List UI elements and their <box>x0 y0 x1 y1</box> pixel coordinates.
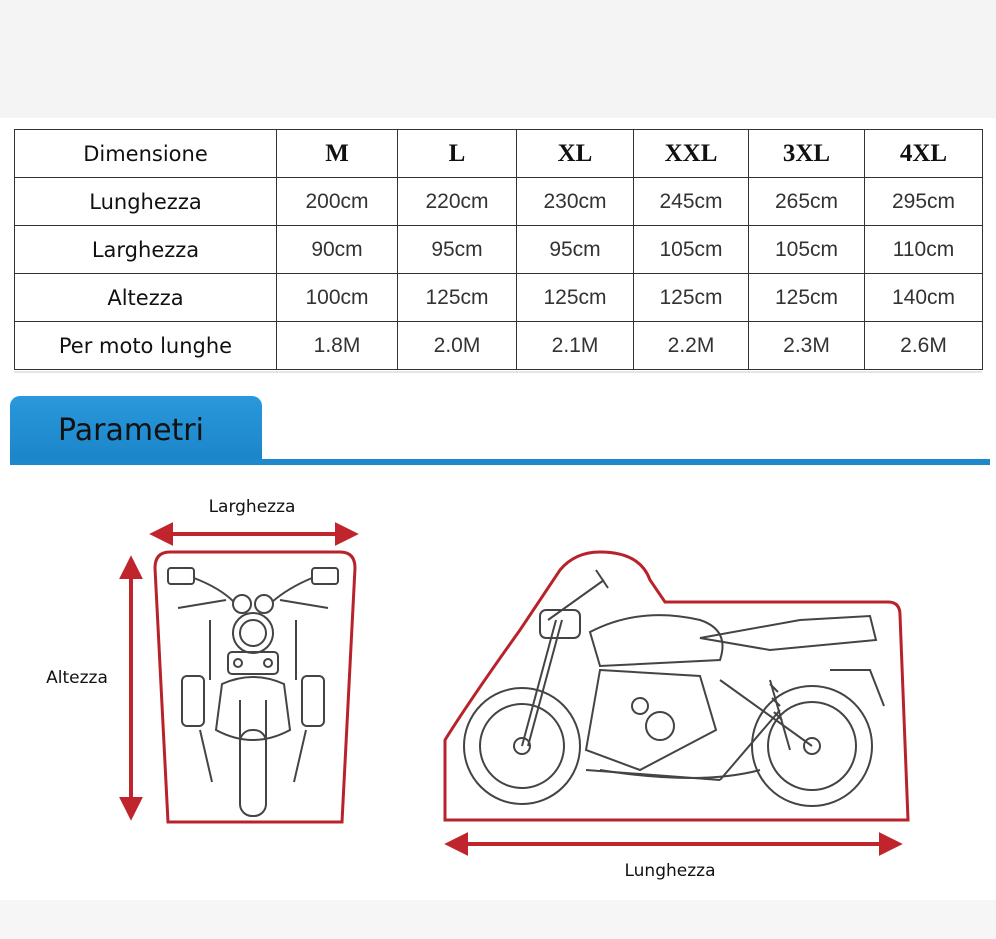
row-label: Per moto lunghe <box>15 322 277 370</box>
table-cell: 125cm <box>398 274 517 322</box>
section-title: Parametri <box>58 412 204 448</box>
size-xxl: XXL <box>634 130 749 178</box>
table-cell: 265cm <box>749 178 865 226</box>
table-cell: 200cm <box>277 178 398 226</box>
top-band <box>0 0 996 118</box>
table-row <box>15 322 983 370</box>
side-view <box>445 552 908 881</box>
table-cell: 105cm <box>634 226 749 274</box>
table-row <box>15 274 983 322</box>
row-label: Lunghezza <box>15 178 277 226</box>
size-3xl: 3XL <box>749 130 865 178</box>
table-cell: 2.1M <box>517 322 634 370</box>
table-row <box>15 226 983 274</box>
table-cell: 220cm <box>398 178 517 226</box>
side-cover-outline <box>445 552 908 820</box>
height-label: Altezza <box>46 668 108 688</box>
front-bike-drawing <box>168 568 338 816</box>
dimension-diagram <box>0 470 996 900</box>
size-header-row <box>15 130 983 178</box>
table-row <box>15 178 983 226</box>
width-label: Larghezza <box>208 497 296 517</box>
side-bike-drawing <box>464 570 884 806</box>
table-cell: 125cm <box>517 274 634 322</box>
table-cell: 2.2M <box>634 322 749 370</box>
bottom-band <box>0 900 996 939</box>
table-cell: 95cm <box>398 226 517 274</box>
row-label: Altezza <box>15 274 277 322</box>
table-cell: 2.3M <box>749 322 865 370</box>
table-cell: 90cm <box>277 226 398 274</box>
section-rule <box>10 459 990 465</box>
table-cell: 245cm <box>634 178 749 226</box>
table-cell: 110cm <box>865 226 983 274</box>
section-tab <box>10 396 262 464</box>
length-label: Lunghezza <box>624 861 716 881</box>
size-m: M <box>277 130 398 178</box>
table-cell: 95cm <box>517 226 634 274</box>
table-cell: 125cm <box>634 274 749 322</box>
table-cell: 140cm <box>865 274 983 322</box>
table-cell: 125cm <box>749 274 865 322</box>
table-cell: 105cm <box>749 226 865 274</box>
corner-label: Dimensione <box>15 130 277 178</box>
size-4xl: 4XL <box>865 130 983 178</box>
size-xl: XL <box>517 130 634 178</box>
row-label: Larghezza <box>15 226 277 274</box>
size-table <box>14 129 983 370</box>
table-cell: 1.8M <box>277 322 398 370</box>
size-l: L <box>398 130 517 178</box>
table-cell: 2.6M <box>865 322 983 370</box>
table-cell: 295cm <box>865 178 983 226</box>
table-cell: 2.0M <box>398 322 517 370</box>
table-cell: 100cm <box>277 274 398 322</box>
front-view <box>46 497 355 822</box>
table-cell: 230cm <box>517 178 634 226</box>
table-divider <box>14 371 982 373</box>
